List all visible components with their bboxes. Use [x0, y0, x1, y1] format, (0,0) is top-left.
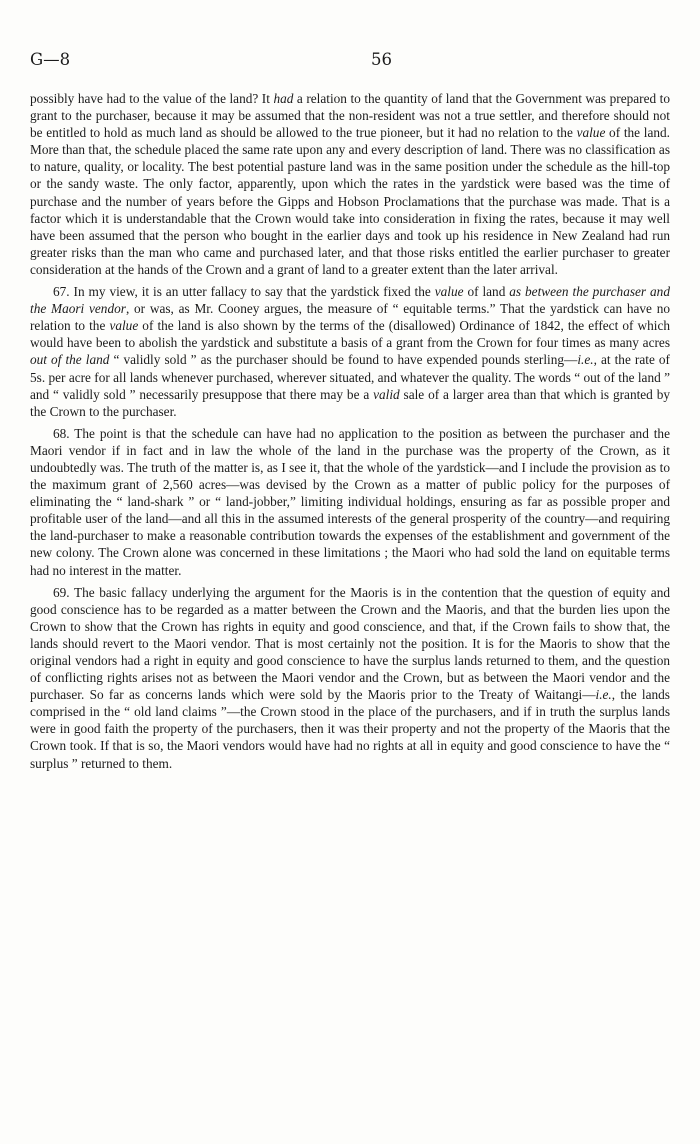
- paragraph-text: of the land is also shown by the terms of the (disallowed) Ordinance of 1842, the effect of which would have been to abolish the yardstick and substitute a basis of a grant from the Crown for four times as many acres: [30, 318, 670, 351]
- italic-text: valid: [373, 386, 400, 402]
- paragraph-text: , the lands comprised in the “ old land claims ”—the Crown stood in the place of the purchasers, and if in truth the surplus lands were in good faith the property of the purchasers, then it was their property and not the property of the Maoris that the Crown took. If that is so, the Maori vendors would have had no rights at all in equity and good conscience to have the “ surplus ” returned to them.: [30, 687, 670, 771]
- italic-text: value: [576, 125, 606, 141]
- paragraph-67: [30, 283, 670, 420]
- paragraph-text: 67. In my view, it is an utter fallacy to say that the yardstick fixed the: [53, 284, 435, 300]
- page-header: [30, 50, 670, 74]
- paragraph-text: sale of a larger area than that which is granted by the Crown to the purchaser.: [30, 386, 670, 419]
- page-number: 56: [371, 50, 392, 69]
- paragraph-text: of land: [463, 284, 510, 300]
- paragraph-text: 68. The point is that the schedule can have had no application to the position as between the purchaser and the Maori vendor if in fact and in law the whole of the land in the purchase was the property of the Crown, as it undoubtedly was. The truth of the matter is, as I see it, that the whole of the yardstick—and I include the provision as to the maximum grant of 2,560 acres—was devised by the Crown as a matter of public policy for the purposes of eliminating the “ land-shark ” or “ land-jobber,” limiting individual holdings, ensuring as far as possible proper and profitable user of the land—and all this in the assumed interests of the general prosperity of the country—and requiring the land-purchaser to make a reasonable contribution towards the expenses of the establishment and government of the new colony. The Crown alone was concerned in these limitations ; the Maori who had sold the land on equitable terms had no interest in the matter.: [30, 425, 670, 578]
- paragraph-text: 69. The basic fallacy underlying the argument for the Maoris is in the contention that the question of equity and good conscience has to be regarded as a matter between the Crown and the Maoris, and that the burden lies upon the Crown to show that the Crown has rights in equity and good conscience, and that, if the Crown fails to show that, the lands should revert to the Maori vendor. That is most certainly not the position. It is for the Maoris to show that the original vendors had a right in equity and good conscience to have the surplus lands returned to them, and the question of conflicting rights arises not as between the Maori vendor and the Crown, but as between the Maori vendor and the purchaser. So far as concerns lands which were sold by the Maoris prior to the Treaty of Waitangi—: [30, 584, 670, 703]
- paragraph-text: of the land. More than that, the schedule placed the same rate upon any and every description of land. There was no classification as to nature, quality, or locality. The best potential pasture land was in the same position under the schedule as the hill-top or the sandy waste. The only factor, apparently, upon which the rates in the yardstick were based was the time of purchase and the number of years before the Gipps and Hobson Proclamations that the purchase was made. That is a factor which it is understandable that the Crown would take into consideration in fixing the rates, because it may well have been assumed that the person who bought in the earlier days and took up his residence in New Zealand had run greater risks than the man who came and purchased later, and that those risks entitled the earlier purchaser to greater consideration at the hands of the Crown and a grant of land to a greater extent than the later arrival.: [30, 125, 671, 277]
- document-reference: G—8: [30, 50, 71, 69]
- italic-text: out of the land: [30, 352, 110, 368]
- italic-text: i.e.: [595, 687, 612, 703]
- paragraph-continuation: [30, 90, 670, 278]
- italic-text: as between the purchaser and the Maori vendor: [30, 284, 670, 317]
- paragraph-text: , at the rate of 5s. per acre for all lands whenever purchased, wherever situated, and whatever the quality. The words “ out of the land ” and “ validly sold ” necessarily presuppose that there may be a: [30, 352, 670, 402]
- paragraph-69: [30, 584, 670, 772]
- paragraph-68: [30, 425, 670, 579]
- italic-text: value: [434, 284, 464, 300]
- document-body: [30, 90, 670, 777]
- italic-text: i.e.: [577, 352, 594, 368]
- italic-text: value: [109, 318, 139, 334]
- paragraph-text: , or was, as Mr. Cooney argues, the measure of “ equitable terms.” That the yardstick can have no relation to the: [30, 301, 671, 334]
- paragraph-text: a relation to the quantity of land that the Government was prepared to grant to the purchaser, because it may be assumed that the non-resident was not a true settler, and therefore should not be entitled to hold as much land as should be allowed to the true pioneer, but it had no relation to the: [30, 91, 670, 141]
- paragraph-text: possibly have had to the value of the land? It: [30, 91, 274, 106]
- paragraph-text: “ validly sold ” as the purchaser should be found to have expended pounds sterling—: [109, 352, 578, 368]
- italic-text: had: [273, 91, 294, 106]
